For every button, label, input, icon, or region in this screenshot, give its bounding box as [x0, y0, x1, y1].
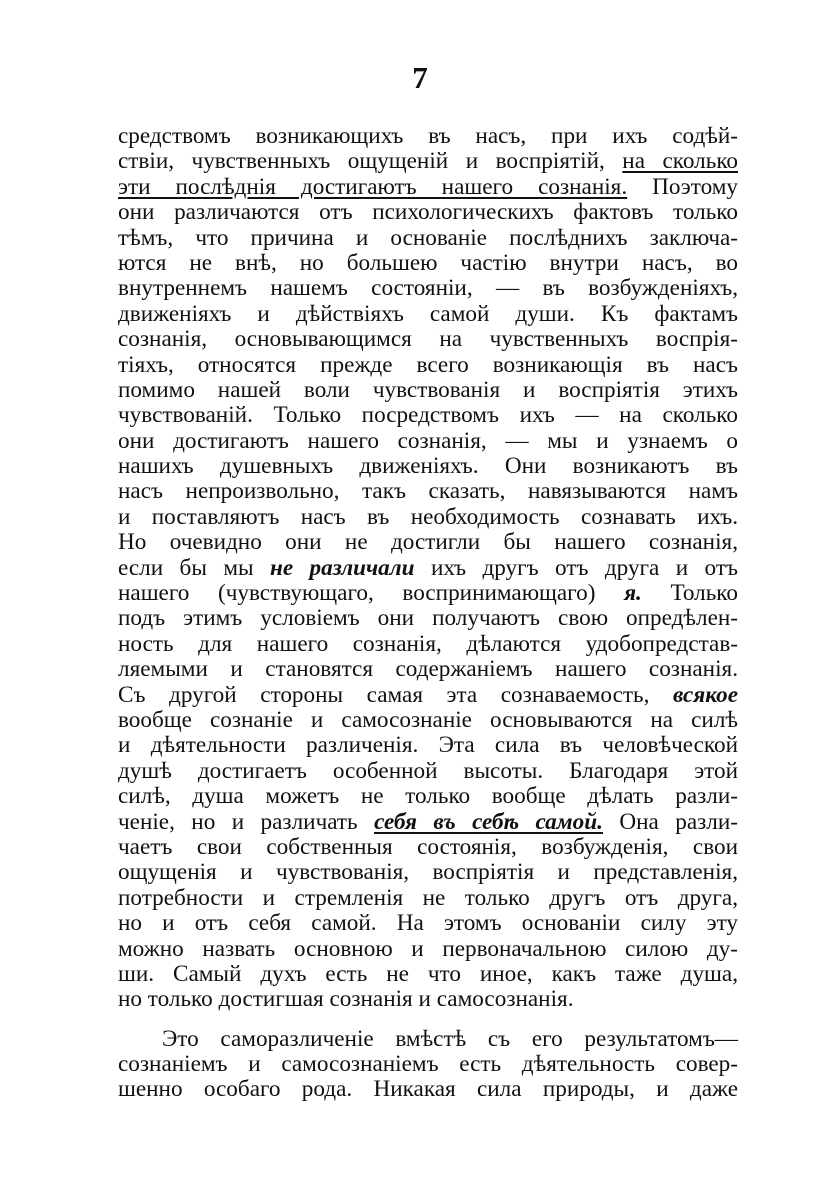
- text-line: [118, 962, 738, 987]
- italic-emphasis: я.: [624, 580, 642, 607]
- text-run: подъ этимъ условіемъ они получаютъ свою опредѣлен-: [118, 605, 738, 632]
- text-run: насъ непроизвольно, такъ сказать, навязываются намъ: [118, 478, 738, 505]
- text-run: шенно особаго рода. Никакая сила природы, и даже: [118, 1076, 738, 1103]
- text-run: нашихъ душевныхъ движеніяхъ. Они возникаютъ въ: [118, 453, 738, 480]
- text-run: ихъ другъ отъ друга и отъ: [414, 554, 738, 581]
- text-line: [118, 403, 738, 428]
- text-run: Но очевидно они не достигли бы нашего сознанія,: [118, 529, 738, 556]
- text-run: они достигаютъ нашего сознанія, — мы и узнаемъ о: [118, 427, 738, 454]
- body-text: [118, 124, 738, 1103]
- italic-emphasis: всякое: [672, 681, 738, 708]
- text-line: [118, 886, 738, 911]
- text-run: но и отъ себя самой. На этомъ основаніи силу эту: [118, 910, 738, 937]
- text-run: тіяхъ, относятся прежде всего возникающія въ насъ: [118, 351, 738, 378]
- text-line: [118, 632, 738, 657]
- text-line: [118, 175, 738, 200]
- text-line: [118, 1077, 738, 1102]
- text-run: если бы мы: [118, 554, 270, 581]
- text-run: они различаются отъ психологическихъ фактовъ только: [118, 199, 738, 226]
- text-line: [118, 606, 738, 631]
- text-line: [118, 937, 738, 962]
- text-run: Поэтому: [627, 173, 738, 200]
- text-line: [118, 353, 738, 378]
- text-run: ченіе, но и различать: [118, 808, 375, 835]
- paragraph-gap: [118, 1013, 738, 1027]
- text-run: и дѣятельности различенія. Эта сила въ человѣческой: [118, 732, 738, 759]
- text-run: вообще сознаніе и самосознаніе основываются на силѣ: [118, 706, 738, 733]
- text-run: движеніяхъ и дѣйствіяхъ самой души. Къ фактамъ: [118, 300, 738, 327]
- text-run: ляемыми и становятся содержаніемъ нашего сознанія.: [118, 656, 738, 683]
- text-line: [118, 378, 738, 403]
- text-run: сознаніемъ и самосознаніемъ есть дѣятельность совер-: [118, 1051, 738, 1078]
- text-line: [118, 226, 738, 251]
- text-run: Только: [641, 580, 738, 607]
- text-line: [118, 581, 738, 606]
- text-run: средствомъ возникающихъ въ насъ, при ихъ содѣй-: [118, 123, 738, 149]
- text-run: можно назвать основною и первоначальною силою ду-: [118, 935, 738, 962]
- text-run: потребности и стремленія не только другъ отъ друга,: [118, 884, 738, 911]
- text-line: [118, 810, 738, 835]
- text-line: [118, 911, 738, 936]
- text-line: [118, 733, 738, 758]
- text-line: [118, 276, 738, 301]
- text-line: [118, 556, 738, 581]
- text-line: [118, 530, 738, 555]
- text-run: тѣмъ, что причина и основаніе послѣднихъ заключа-: [118, 224, 738, 251]
- page-number: 7: [412, 60, 428, 95]
- text-line: [118, 429, 738, 454]
- text-line: [118, 124, 738, 149]
- text-line: [118, 327, 738, 352]
- underlined-text: на сколько: [622, 148, 739, 175]
- text-run: ощущенія и чувствованія, воспріятія и представленія,: [118, 859, 738, 886]
- text-line: [118, 505, 738, 530]
- underlined-text: эти послѣднія достигаютъ нашего сознанія.: [118, 173, 628, 200]
- text-line: [118, 454, 738, 479]
- text-line: [118, 708, 738, 733]
- text-line: [118, 657, 738, 682]
- text-run: Она разли-: [602, 808, 738, 835]
- text-run: но только достигшая сознанія и самосознанія.: [118, 986, 574, 1013]
- text-run: Съ другой стороны самая эта сознаваемость,: [118, 681, 673, 708]
- text-run: внутреннемъ нашемъ состояніи, — въ возбужденіяхъ,: [118, 275, 738, 302]
- text-run: ются не внѣ, но большею частію внутри насъ, во: [118, 249, 738, 276]
- italic-underlined-emphasis: себя въ себѣ самой.: [374, 808, 603, 835]
- text-line: [118, 835, 738, 860]
- text-line: [118, 149, 738, 174]
- text-line: [118, 251, 738, 276]
- text-line: [118, 987, 738, 1012]
- text-line: [118, 1027, 738, 1052]
- text-line: [118, 1052, 738, 1077]
- text-line: [118, 860, 738, 885]
- text-line: [118, 479, 738, 504]
- text-run: нашего (чувствующаго, воспринимающаго): [118, 580, 625, 607]
- text-run: и поставляютъ насъ въ необходимость сознавать ихъ.: [118, 503, 738, 530]
- text-line: [118, 784, 738, 809]
- text-run: ствіи, чувственныхъ ощущеній и воспріятій,: [118, 148, 623, 175]
- text-line: [118, 683, 738, 708]
- text-run: чувствованій. Только посредствомъ ихъ — на сколько: [118, 402, 738, 429]
- text-run: душѣ достигаетъ особенной высоты. Благодаря этой: [118, 757, 738, 784]
- text-line: [118, 200, 738, 225]
- text-run: Это саморазличеніе вмѣстѣ съ его результатомъ—: [162, 1025, 738, 1052]
- text-line: [118, 759, 738, 784]
- text-line: [118, 302, 738, 327]
- text-run: помимо нашей воли чувствованія и воспріятія этихъ: [118, 376, 738, 403]
- text-run: силѣ, душа можетъ не только вообще дѣлать разли-: [118, 783, 738, 810]
- text-run: ши. Самый духъ есть не что иное, какъ таже душа,: [118, 960, 738, 987]
- italic-emphasis: не различали: [269, 554, 415, 581]
- text-run: чаетъ свои собственныя состоянія, возбужденія, свои: [118, 833, 738, 860]
- text-run: сознанія, основывающимся на чувственныхъ воспрія-: [118, 326, 738, 353]
- text-run: ность для нашего сознанія, дѣлаются удобопредстав-: [118, 630, 738, 657]
